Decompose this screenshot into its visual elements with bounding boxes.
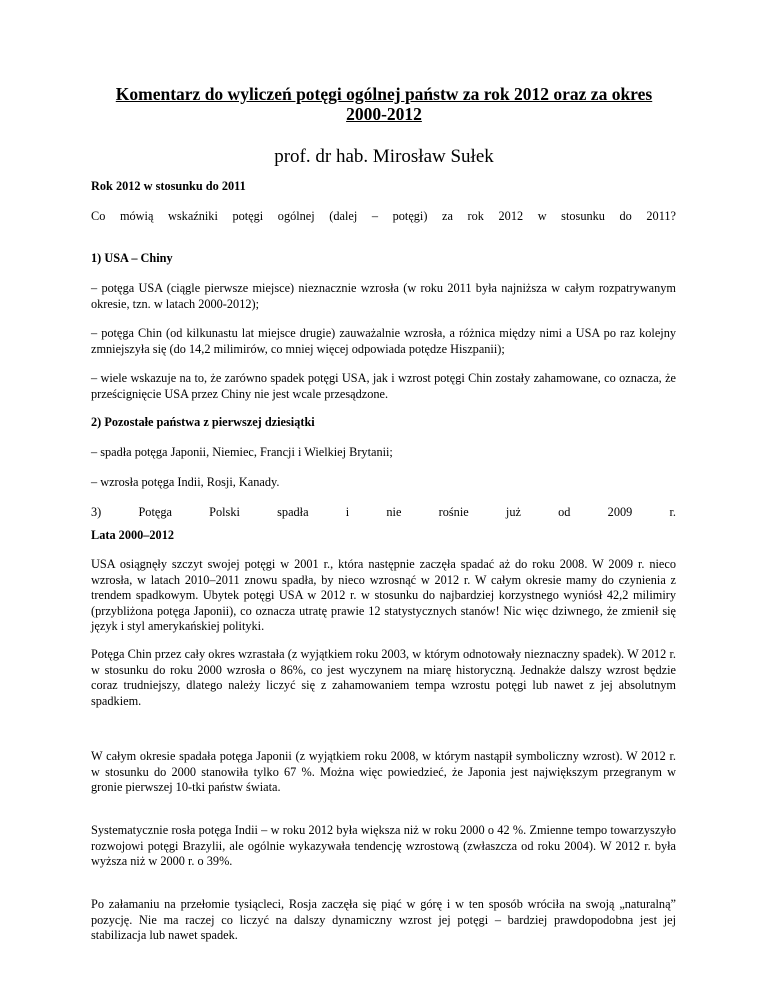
subsection-heading-top-ten: 2) Pozostałe państwa z pierwszej dziesiątki xyxy=(91,415,315,429)
intro-question: Co mówią wskaźniki potęgi ogólnej (dalej – potęgi) za rok 2012 w stosunku do 2011? xyxy=(91,209,676,223)
document-title: Komentarz do wyliczeń potęgi ogólnej państw za rok 2012 oraz za okres 2000-2012 xyxy=(115,84,653,124)
section-heading-2012: Rok 2012 w stosunku do 2011 xyxy=(91,179,246,193)
paragraph-usa-power: – potęga USA (ciągle pierwsze miejsce) nieznacznie wzrosła (w roku 2011 była najniższa w całym rozpatrywanym okresie, tzn. w latach 2000-2012); xyxy=(91,281,676,311)
paragraph-japan-trend: W całym okresie spadała potęga Japonii (z wyjątkiem roku 2008, w którym nastąpił symboliczny wzrost). W 2012 r. w stosunku do 2000 stanowiła tylko 67 %. Można więc powiedzieć, że Japonia jest największym przegranym w gronie pierwszej 10-tki państw świata. xyxy=(91,749,676,794)
paragraph-growth: – wzrosła potęga Indii, Rosji, Kanady. xyxy=(91,475,280,489)
document-author: prof. dr hab. Mirosław Sułek xyxy=(274,146,494,167)
paragraph-usa-trend: USA osiągnęły szczyt swojej potęgi w 2001 r., która następnie zaczęła spadać aż do roku 2008. W 2009 r. nieco wzrosła, w latach 2010–2011 znowu spadła, by nieco wzrosnąć w 2012 r. W całym okresie mamy do czynienia z trendem spadkowym. Ubytek potęgi USA w 2012 r. w stosunku do najbardziej korzystnego wyniósł 42,2 milimiry (przybliżona potęga Japonii), co oznacza utratę prawie 12 statystycznych stanów! Nic więc dziwnego, że zmienił się język i styl amerykańskiej polityki. xyxy=(91,557,676,633)
paragraph-decline: – spadła potęga Japonii, Niemiec, Francji i Wielkiej Brytanii; xyxy=(91,445,393,459)
paragraph-russia-trend: Po załamaniu na przełomie tysiącleci, Rosja zaczęła się piąć w górę i w ten sposób wróciła na swoją „naturalną” pozycję. Nie ma raczej co liczyć na dalszy dynamiczny wzrost jej potęgi – bardziej prawdopodobna jest jej stabilizacja lub nawet spadek. xyxy=(91,897,676,942)
paragraph-china-power: – potęga Chin (od kilkunastu lat miejsce drugie) zauważalnie wzrosła, a różnica między nimi a USA po raz kolejny zmniejszyła się (do 14,2 milimirów, co mniej więcej odpowiada potędze Hiszpanii); xyxy=(91,326,676,356)
paragraph-china-trend: Potęga Chin przez cały okres wzrastała (z wyjątkiem roku 2003, w którym odnotowały nieznaczny spadek). W 2012 r. w stosunku do roku 2000 wzrosła o 86%, co jest wyczynem na miarę historyczną. Jednakże dalszy wzrost będzie coraz trudniejszy, dlatego należy liczyć się z zahamowaniem tempa wzrostu potęgi lub nawet z jej absolutnym spadkiem. xyxy=(91,647,676,708)
paragraph-india-brazil-trend: Systematycznie rosła potęga Indii – w roku 2012 była większa niż w roku 2000 o 42 %. Zmienne tempo towarzyszyło rozwojowi potęgi Brazylii, ale ogólnie wykazywała tendencję wzrostową (zwłaszcza od roku 2004). W 2012 r. była wyższa niż w 2000 r. o 39%. xyxy=(91,823,676,868)
paragraph-usa-china-outlook: – wiele wskazuje na to, że zarówno spadek potęgi USA, jak i wzrost potęgi Chin zostały zahamowane, co oznacza, że prześcignięcie USA przez Chiny nie jest wcale przesądzone. xyxy=(91,371,676,401)
section-heading-2000-2012: Lata 2000–2012 xyxy=(91,528,175,542)
subsection-poland: 3) Potęga Polski spadła i nie rośnie już od 2009 r. xyxy=(91,505,676,519)
subsection-heading-usa-china: 1) USA – Chiny xyxy=(91,251,173,265)
